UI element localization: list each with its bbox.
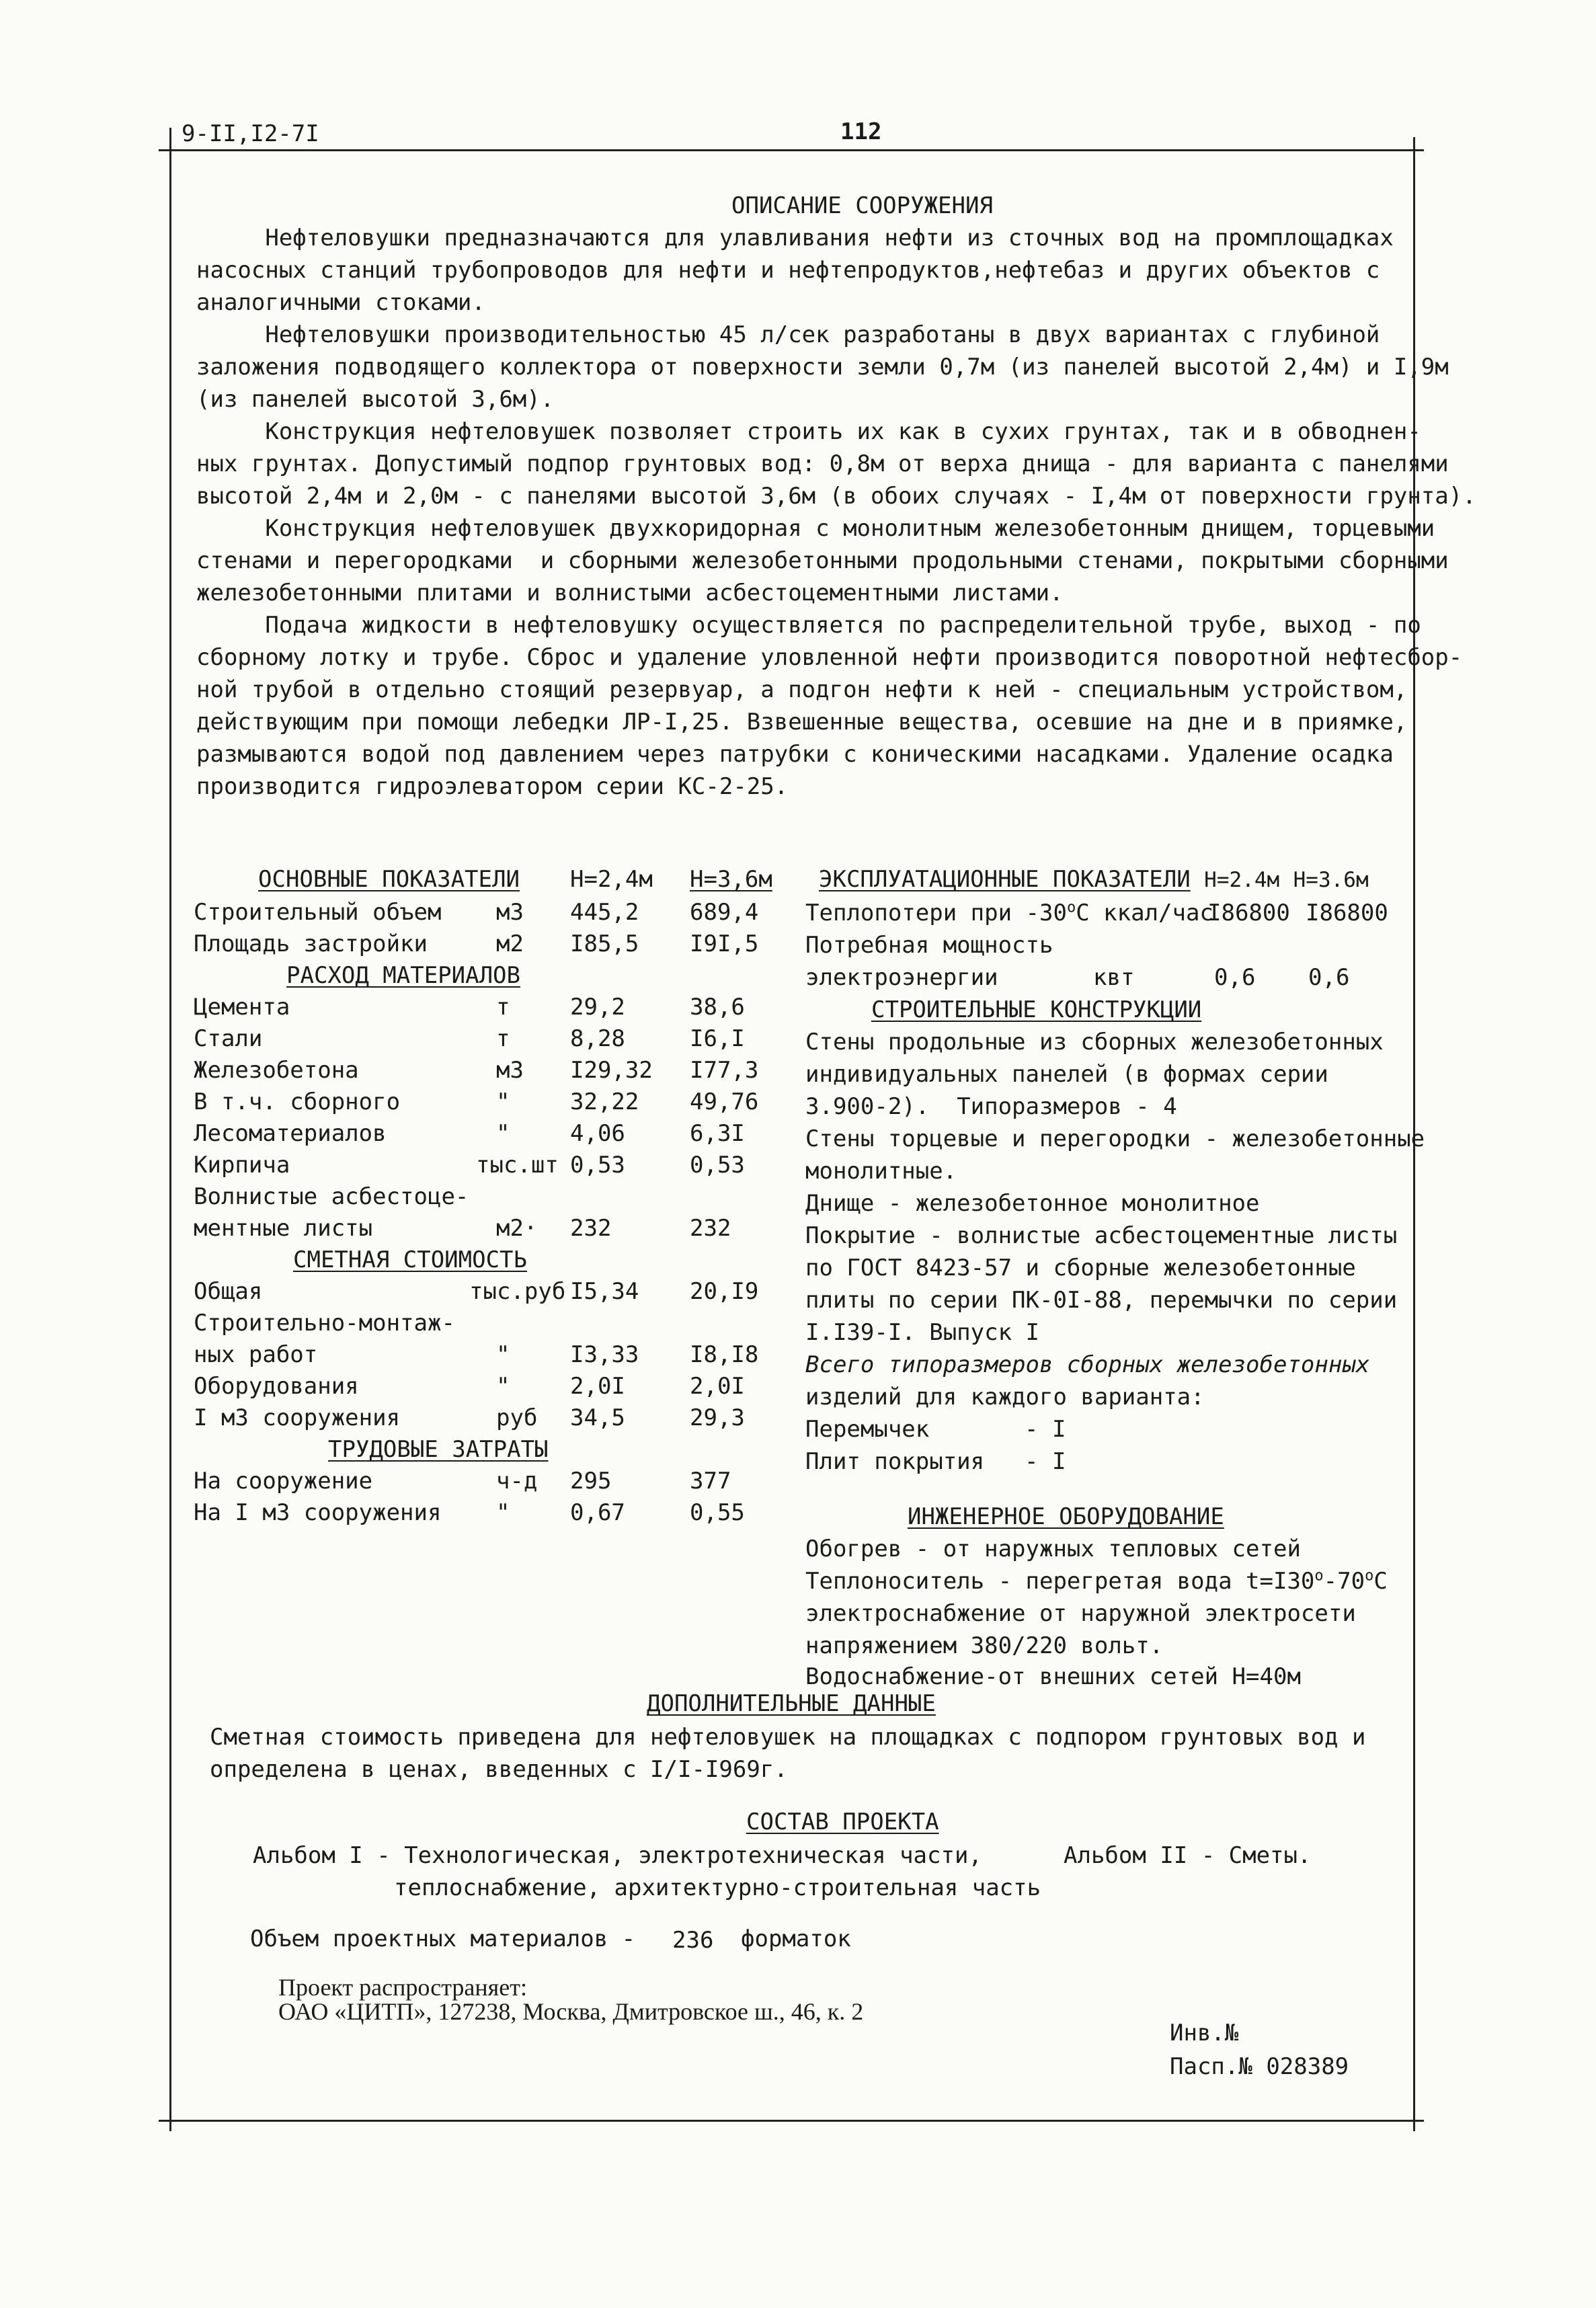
- table-row: [194, 1497, 792, 1529]
- heat-loss-label: Теплопотери при -30: [805, 900, 1067, 926]
- volume-value: 236: [672, 1927, 714, 1954]
- row-value-h1: 0,53: [570, 1152, 625, 1179]
- engineering-line: напряжением 380/220 вольт.: [805, 1632, 1164, 1659]
- table-row: [194, 1466, 792, 1497]
- album-1-line-2: теплоснабжение, архитектурно-строительная часть: [394, 1874, 1041, 1901]
- structures-item-value: - I: [1025, 1416, 1066, 1443]
- row-value-h2: 0,53: [690, 1152, 745, 1179]
- operational-col-h2: Н=3.6м: [1293, 868, 1369, 892]
- passport-row: [1170, 2051, 1349, 2083]
- structures-item-name: Плит покрытия: [805, 1448, 985, 1475]
- description-line: Конструкция нефтеловушек двухкоридорная с монолитным железобетонным днищем, торцевыми: [196, 515, 1435, 542]
- row-value-h1: I85,5: [570, 930, 639, 957]
- row-name: Оборудования: [194, 1373, 359, 1400]
- degree-sign: о: [1066, 899, 1076, 916]
- engineering-line: Водоснабжение-от внешних сетей Н=40м: [805, 1663, 1301, 1690]
- coolant-unit: С: [1373, 1568, 1388, 1595]
- description-line: действующим при помощи лебедки ЛР-I,25. Взвешенные вещества, осевшие на дне и в приямке,: [196, 709, 1408, 735]
- description-line: (из панелей высотой 3,6м).: [196, 386, 555, 413]
- power-label-1: Потребная мощность: [805, 932, 1053, 959]
- table-section-heading: [194, 1434, 792, 1466]
- row-unit: ": [496, 1341, 510, 1368]
- row-value-h2: 38,6: [690, 994, 745, 1021]
- structures-line: Покрытие - волнистые асбестоцементные листы: [805, 1222, 1398, 1249]
- table-row: [194, 1339, 792, 1371]
- page-number: 112: [840, 118, 882, 145]
- heat-loss-v1: I86800: [1207, 900, 1290, 926]
- description-line: высотой 2,4м и 2,0м - с панелями высотой 3,6м (в обоих случаях - I,4м от поверхности грунта).: [196, 483, 1476, 510]
- album-1-line-1: Альбом I - Технологическая, электротехническая части,: [253, 1842, 982, 1869]
- structures-line: Всего типоразмеров сборных железобетонных: [805, 1351, 1370, 1378]
- row-value-h1: 445,2: [570, 899, 639, 926]
- section-heading: ТРУДОВЫЕ ЗАТРАТЫ: [328, 1436, 549, 1463]
- row-value-h1: 8,28: [570, 1025, 625, 1052]
- row-value-h1: 4,06: [570, 1120, 625, 1147]
- table-row: [194, 1023, 792, 1055]
- row-name: Строительно-монтаж-: [194, 1310, 455, 1337]
- heat-loss-row: [805, 897, 1213, 929]
- row-value-h2: 6,3I: [690, 1120, 745, 1147]
- row-name: ментные листы: [194, 1215, 373, 1242]
- table-row: [194, 1086, 792, 1118]
- passport-label: Пасп.№: [1170, 2053, 1252, 2080]
- row-value-h1: 232: [570, 1215, 612, 1242]
- description-line: стенами и перегородками и сборными железобетонными продольными стенами, покрытыми сборными: [196, 547, 1449, 574]
- frame-bottom-line: [159, 2120, 1424, 2122]
- row-value-h1: 295: [570, 1468, 612, 1495]
- power-unit: квт: [1093, 964, 1135, 991]
- heat-loss-v2: I86800: [1306, 900, 1388, 926]
- structures-line: I.I39-I. Выпуск I: [805, 1319, 1039, 1346]
- row-unit: ": [496, 1499, 510, 1526]
- table-row: [194, 897, 792, 928]
- structures-line: плиты по серии ПК-0I-88, перемычки по серии: [805, 1287, 1398, 1314]
- description-line: ной трубой в отдельно стоящий резервуар, а подгон нефти к ней - специальным устройством,: [196, 676, 1408, 703]
- row-value-h2: 0,55: [690, 1499, 745, 1526]
- description-line: Нефтеловушки производительностью 45 л/сек разработаны в двух вариантах с глубиной: [196, 321, 1380, 348]
- row-name: На сооружение: [194, 1468, 373, 1495]
- row-name: Строительный объем: [194, 899, 442, 926]
- row-value-h1: I3,33: [570, 1341, 639, 1368]
- row-value-h1: I5,34: [570, 1278, 639, 1305]
- table-row: [194, 1118, 792, 1150]
- coolant-label: Теплоноситель - перегретая вода t: [805, 1568, 1260, 1595]
- row-unit: м2·: [496, 1215, 538, 1242]
- table-row: [194, 1213, 792, 1244]
- row-value-h2: 49,76: [690, 1088, 759, 1115]
- operational-title: [819, 863, 1369, 896]
- row-unit: тыс.шт: [476, 1152, 559, 1179]
- distributor-line-2: ОАО «ЦИТП», 127238, Москва, Дмитровское ш., 46, к. 2: [278, 1998, 864, 2025]
- structures-line: Стены торцевые и перегородки - железобетонные: [805, 1125, 1425, 1152]
- description-line: Нефтеловушки предназначаются для улавливания нефти из сточных вод на промплощадках: [196, 225, 1394, 251]
- table-section-heading: [194, 960, 792, 992]
- table-row: [194, 1055, 792, 1086]
- power-label-2: электроэнергии: [805, 964, 998, 991]
- row-value-h2: 232: [690, 1215, 731, 1242]
- structures-item-name: Перемычек: [805, 1416, 930, 1443]
- engineering-line: Обогрев - от наружных тепловых сетей: [805, 1536, 1301, 1562]
- degree-sign: о: [1314, 1567, 1324, 1585]
- description-title: ОПИСАНИЕ СООРУЖЕНИЯ: [731, 192, 993, 219]
- row-name: ных работ: [194, 1341, 318, 1368]
- structures-line: по ГОСТ 8423-57 и сборные железобетонные: [805, 1255, 1356, 1281]
- structures-line: 3.900-2). Типоразмеров - 4: [805, 1093, 1177, 1120]
- description-line: насосных станций трубопроводов для нефти и нефтепродуктов,нефтебаз и других объектов с: [196, 257, 1380, 284]
- table-row: [194, 928, 792, 960]
- row-unit: ч-д: [496, 1468, 538, 1495]
- engineering-title: ИНЖЕНЕРНОЕ ОБОРУДОВАНИЕ: [908, 1503, 1224, 1530]
- description-line: ных грунтах. Допустимый подпор грунтовых вод: 0,8м от верха днища - для варианта с панелями: [196, 450, 1449, 477]
- row-name: Кирпича: [194, 1152, 290, 1179]
- heat-loss-unit: С ккал/час: [1076, 900, 1213, 926]
- main-indicators-table: [194, 897, 792, 1529]
- doc-code: 9-II,I2-7I: [182, 120, 319, 147]
- additional-line: определена в ценах, введенных с I/I-I969г.: [210, 1756, 788, 1783]
- main-col-h2: Н=3,6м: [690, 866, 772, 893]
- structures-line: изделий для каждого варианта:: [805, 1384, 1205, 1410]
- row-value-h2: 2,0I: [690, 1373, 745, 1400]
- row-name: Волнистые асбестоце-: [194, 1183, 469, 1210]
- power-v2: 0,6: [1308, 964, 1350, 991]
- row-unit: ": [496, 1088, 510, 1115]
- row-value-h1: 0,67: [570, 1499, 625, 1526]
- frame-left-line: [169, 149, 171, 2131]
- description-line: аналогичными стоками.: [196, 289, 485, 316]
- row-unit: ": [496, 1120, 510, 1147]
- row-value-h1: 32,22: [570, 1088, 639, 1115]
- power-v1: 0,6: [1214, 964, 1256, 991]
- table-row: [194, 1402, 792, 1434]
- description-line: железобетонными плитами и волнистыми асбестоцементными листами.: [196, 580, 1064, 606]
- row-value-h2: 20,I9: [690, 1278, 759, 1305]
- inventory-label: Инв.№: [1170, 2020, 1239, 2046]
- additional-line: Сметная стоимость приведена для нефтеловушек на площадках с подпором грунтовых вод и: [210, 1724, 1366, 1751]
- row-value-h1: I29,32: [570, 1057, 653, 1084]
- table-row: [194, 1371, 792, 1402]
- description-line: производится гидроэлеватором серии КС-2-25.: [196, 773, 789, 800]
- row-name: Площадь застройки: [194, 930, 428, 957]
- engineering-line: [805, 1565, 1388, 1597]
- section-heading: СМЕТНАЯ СТОИМОСТЬ: [293, 1246, 527, 1273]
- table-row: [194, 1276, 792, 1308]
- row-value-h1: 34,5: [570, 1404, 625, 1431]
- structures-line: монолитные.: [805, 1158, 957, 1185]
- row-unit: т: [496, 994, 510, 1021]
- structures-item-value: - I: [1025, 1448, 1066, 1475]
- structures-title: СТРОИТЕЛЬНЫЕ КОНСТРУКЦИИ: [871, 996, 1202, 1023]
- row-name: Лесоматериалов: [194, 1120, 387, 1147]
- frame-top-line: [159, 149, 1424, 151]
- main-col-h1: Н=2,4м: [570, 866, 653, 893]
- section-heading: РАСХОД МАТЕРИАЛОВ: [286, 962, 520, 989]
- row-value-h1: 2,0I: [570, 1373, 625, 1400]
- main-indicators-title: ОСНОВНЫЕ ПОКАЗАТЕЛИ: [258, 866, 520, 893]
- description-line: размываются водой под давлением через патрубки с коническими насадками. Удаление осадка: [196, 741, 1394, 768]
- operational-col-h1: Н=2.4м: [1204, 868, 1280, 892]
- distributor-line-1: Проект распространяет:: [278, 1974, 527, 2001]
- description-line: Подача жидкости в нефтеловушку осуществляется по распределительной трубе, выход - по: [196, 612, 1421, 639]
- operational-title-text: ЭКСПЛУАТАЦИОННЫЕ ПОКАЗАТЕЛИ: [819, 866, 1191, 893]
- row-value-h2: I77,3: [690, 1057, 759, 1084]
- row-name: В т.ч. сборного: [194, 1088, 401, 1115]
- row-unit: руб: [496, 1404, 538, 1431]
- table-row: [194, 1181, 792, 1213]
- row-unit: т: [496, 1025, 510, 1052]
- table-row: [194, 1150, 792, 1181]
- description-line: заложения подводящего коллектора от поверхности земли 0,7м (из панелей высотой 2,4м) и I,9м: [196, 354, 1449, 381]
- table-row: [194, 1308, 792, 1339]
- row-name: I м3 сооружения: [194, 1404, 401, 1431]
- coolant-temp-high: =I30: [1259, 1568, 1315, 1595]
- passport-number: 028389: [1266, 2053, 1349, 2080]
- row-unit: м3: [496, 899, 524, 926]
- row-value-h2: 689,4: [690, 899, 759, 926]
- album-2: Альбом II - Сметы.: [1064, 1842, 1312, 1869]
- row-unit: м3: [496, 1057, 524, 1084]
- row-value-h1: 29,2: [570, 994, 625, 1021]
- structures-line: Стены продольные из сборных железобетонных: [805, 1029, 1384, 1056]
- table-section-heading: [194, 1244, 792, 1276]
- degree-sign: о: [1365, 1567, 1374, 1585]
- row-unit: тыс.руб: [469, 1278, 566, 1305]
- row-name: Общая: [194, 1278, 263, 1305]
- structures-line: индивидуальных панелей (в формах серии: [805, 1061, 1328, 1088]
- volume-unit: форматок: [741, 1925, 851, 1952]
- row-value-h2: I6,I: [690, 1025, 745, 1052]
- row-value-h2: 377: [690, 1468, 731, 1495]
- row-unit: ": [496, 1373, 510, 1400]
- row-value-h2: 29,3: [690, 1404, 745, 1431]
- coolant-temp-low: -70: [1323, 1568, 1365, 1595]
- volume-label: Объем проектных материалов -: [250, 1925, 636, 1952]
- composition-title: СОСТАВ ПРОЕКТА: [746, 1808, 939, 1835]
- row-value-h2: I8,I8: [690, 1341, 759, 1368]
- description-line: сборному лотку и трубе. Сброс и удаление уловленной нефти производится поворотной нефтесбор-: [196, 644, 1463, 671]
- description-line: Конструкция нефтеловушек позволяет строить их как в сухих грунтах, так и в обводнен-: [196, 418, 1421, 445]
- row-unit: м2: [496, 930, 524, 957]
- row-name: Цемента: [194, 994, 290, 1021]
- structures-line: Днище - железобетонное монолитное: [805, 1190, 1260, 1217]
- frame-tick-left: [169, 128, 171, 151]
- additional-title: ДОПОЛНИТЕЛЬНЫЕ ДАННЫЕ: [647, 1690, 936, 1717]
- row-name: На I м3 сооружения: [194, 1499, 442, 1526]
- row-name: Стали: [194, 1025, 263, 1052]
- row-value-h2: I9I,5: [690, 930, 759, 957]
- row-name: Железобетона: [194, 1057, 359, 1084]
- engineering-line: электроснабжение от наружной электросети: [805, 1600, 1356, 1627]
- table-row: [194, 992, 792, 1023]
